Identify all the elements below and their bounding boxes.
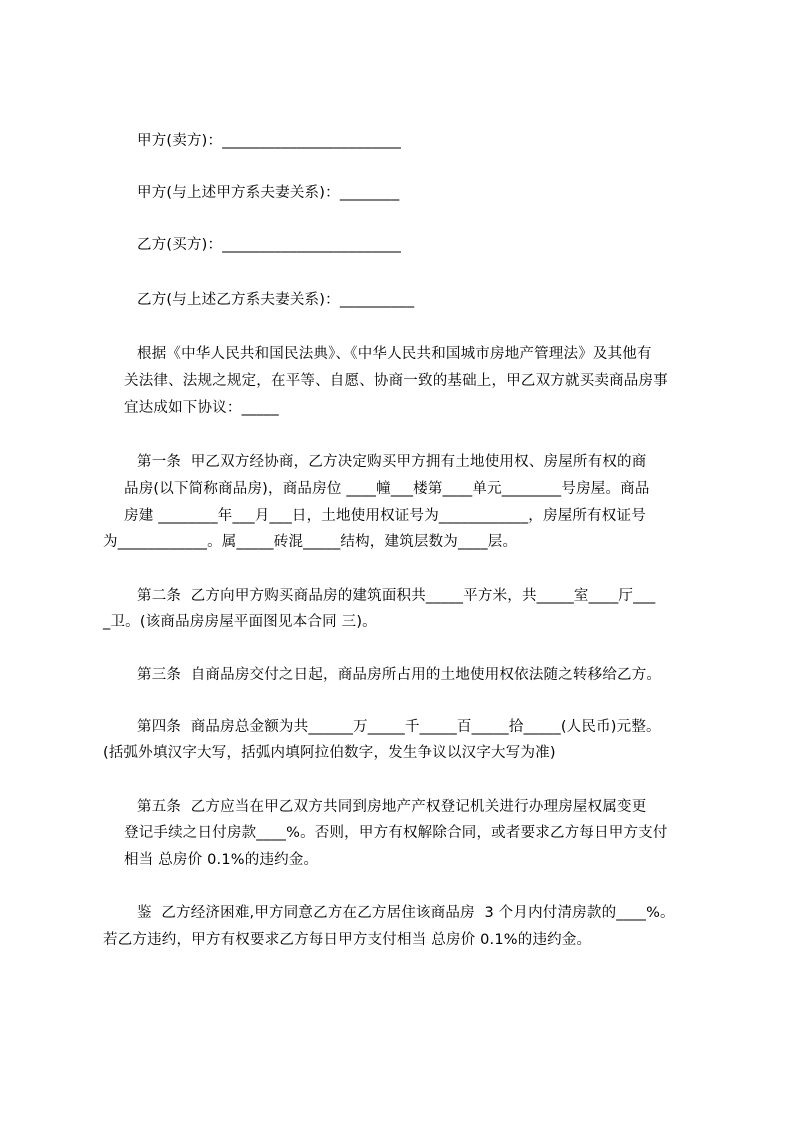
article-4-line: 第四条 商品房总金额为共______万_____千_____百_____拾_____(人民币)元整。 <box>137 719 661 735</box>
party-a-seller-line: 甲方(卖方)：________________________ <box>137 133 402 149</box>
article-5-line: 登记手续之日付房款____%。否则，甲方有权解除合同，或者要求乙方每日甲方支付 <box>124 825 668 841</box>
article-1-line: 品房(以下简称商品房)，商品房位 ____幢___楼第____单元________号房屋。商品 <box>124 481 650 497</box>
article-6-line: 鉴 乙方经济困难,甲方同意乙方在乙方居住该商品房 3 个月内付清房款的____%。 <box>137 905 675 921</box>
article-2-line: 第二条 乙方向甲方购买商品房的建筑面积共_____平方米，共_____室____厅___ <box>137 588 656 604</box>
party-a-spouse-line: 甲方(与上述甲方系夫妻关系)：________ <box>137 185 400 201</box>
article-4-line: (括弧外填汉字大写，括弧内填阿拉伯数字，发生争议以汉字大写为准) <box>103 745 556 761</box>
article-1-line: 第一条 甲乙双方经协商，乙方决定购买甲方拥有土地使用权、房屋所有权的商 <box>137 454 647 470</box>
article-1-line: 房建 ________年___月___日，土地使用权证号为____________，房屋所有权证号 <box>124 508 646 524</box>
party-b-buyer-line: 乙方(买方)：________________________ <box>137 237 402 253</box>
preamble-line: 关法律、法规之规定，在平等、自愿、协商一致的基础上，甲乙双方就买卖商品房事 <box>124 373 668 389</box>
preamble-line: 根据《中华人民共和国民法典》、《中华人民共和国城市房地产管理法》及其他有 <box>137 346 652 362</box>
article-6-line: 若乙方违约，甲方有权要求乙方每日甲方支付相当 总房价 0.1%的违约金。 <box>103 932 592 948</box>
article-5-line: 第五条 乙方应当在甲乙双方共同到房地产产权登记机关进行办理房屋权属变更 <box>137 799 647 815</box>
article-5-line: 相当 总房价 0.1%的违约金。 <box>124 852 319 868</box>
party-b-spouse-line: 乙方(与上述乙方系夫妻关系)：__________ <box>137 292 415 308</box>
article-2-line: _卫。(该商品房房屋平面图见本合同 三)。 <box>103 614 377 630</box>
article-1-line: 为____________。属_____砖混_____结构，建筑层数为____层。 <box>103 534 518 550</box>
preamble-line: 宜达成如下协议：_____ <box>124 400 279 416</box>
article-3-line: 第三条 自商品房交付之日起，商品房所占用的土地使用权依法随之转移给乙方。 <box>137 667 662 683</box>
